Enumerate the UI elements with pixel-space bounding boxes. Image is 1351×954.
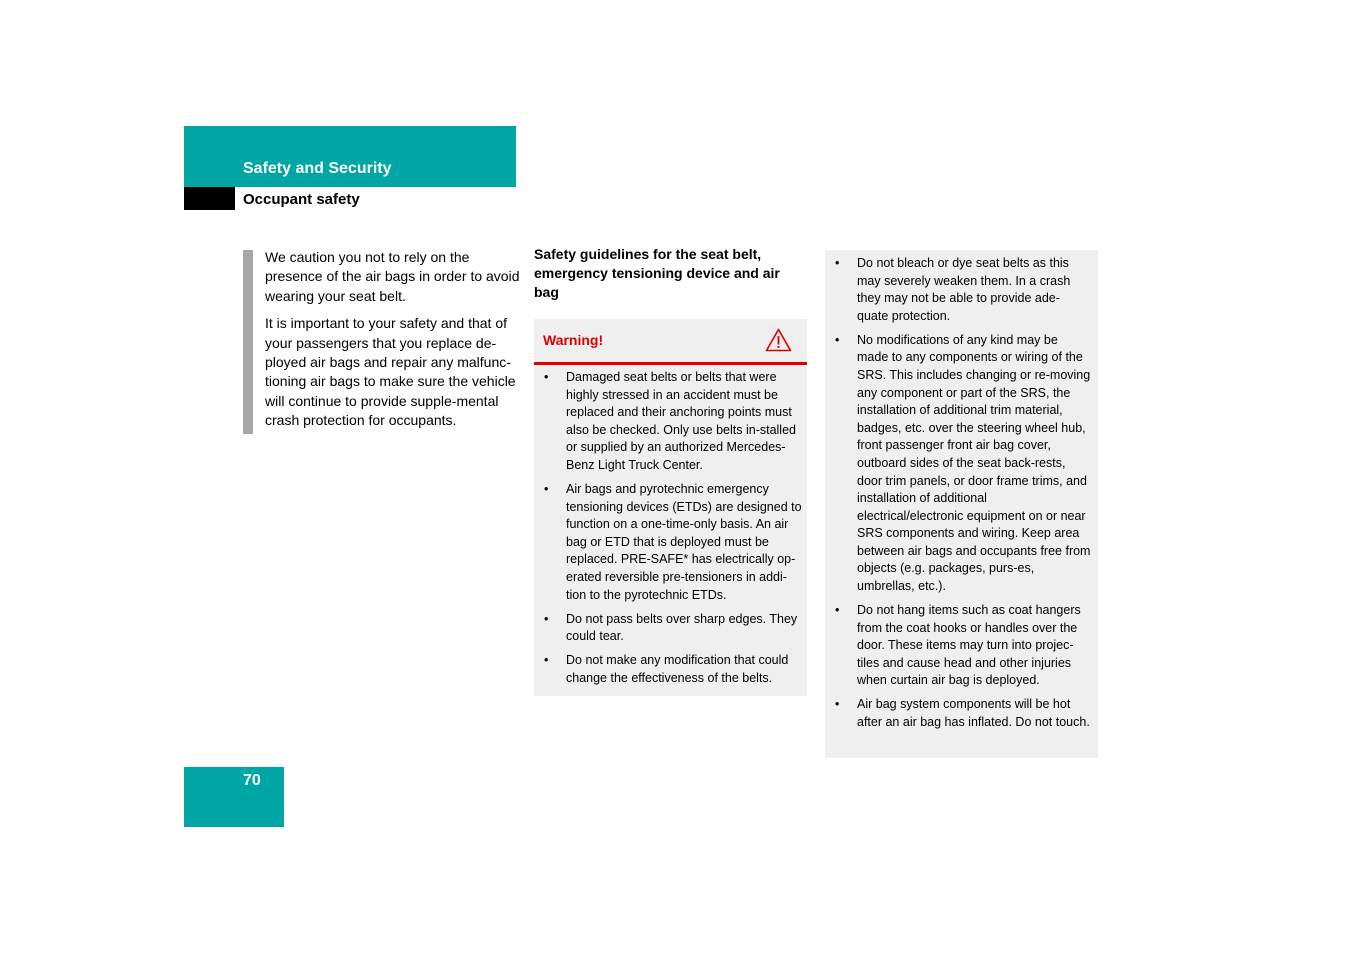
warning-triangle-icon [765,328,792,352]
list-item: • Do not hang items such as coat hangers from the coat hooks or handles over the door. These items may turn into projec-tiles and cause head and other injuries when curtain air bag is deployed. [835,603,1081,688]
warning-label: Warning! [543,332,604,348]
section-title: Safety and Security [243,160,392,177]
note-paragraph: It is important to your safety and that of your passengers that you replace de-ployed air bags and repair any malfunc-tioning air bags to make sure the vehicle will continue to provide supple-mental crash protection for occupants. [265,315,516,429]
continued-list [825,255,1091,738]
warning-list [534,369,802,694]
list-item: • Air bag system components will be hot after an air bag has inflated. Do not touch. [835,697,1090,730]
note-paragraph: We caution you not to rely on the presence of the air bags in order to avoid wearing your seat belt. [265,249,520,304]
page-number-tab [184,767,284,827]
page-number: 70 [243,772,261,789]
list-item: • No modifications of any kind may be made to any components or wiring of the SRS. This includes changing or re-moving any component or part of the SRS, the installation of additional trim material, badges, etc. over the steering wheel hub, front passenger front air bag cover, outboard sides of the seat back-rests, door trim panels, or door frame trims, and installation of additional electrical/electronic equipment on or near SRS components and wiring. Keep area between air bags and occupants free from objects (e.g. packages, purs-es, umbrellas, etc.). [835,332,1091,594]
list-item: • Damaged seat belts or belts that were highly stressed in an accident must be replaced and their anchoring points must also be checked. Only use belts in-stalled or supplied by an authorized Mercedes-Benz Light Truck Center. [544,370,796,472]
guidelines-heading: Safety guidelines for the seat belt, emergency tensioning device and air bag [534,246,780,301]
subsection-title: Occupant safety [243,191,360,208]
note-bar [243,250,253,434]
list-item: • Air bags and pyrotechnic emergency tensioning devices (ETDs) are designed to function on a one-time-only basis. An air bag or ETD that is deployed must be replaced. PRE-SAFE* has electrically op-erated reversible pre-tensioners in addi-tion to the pyrotechnic ETDs. [544,481,802,602]
list-item: • Do not pass belts over sharp edges. They could tear. [544,611,798,644]
list-item: • Do not make any modification that could change the effectiveness of the belts. [544,653,789,685]
note-block [265,248,520,439]
list-item: • Do not bleach or dye seat belts as this may severely weaken them. In a crash they may not be able to provide ade-quate protection. [835,256,1071,323]
section-marker [184,187,235,210]
